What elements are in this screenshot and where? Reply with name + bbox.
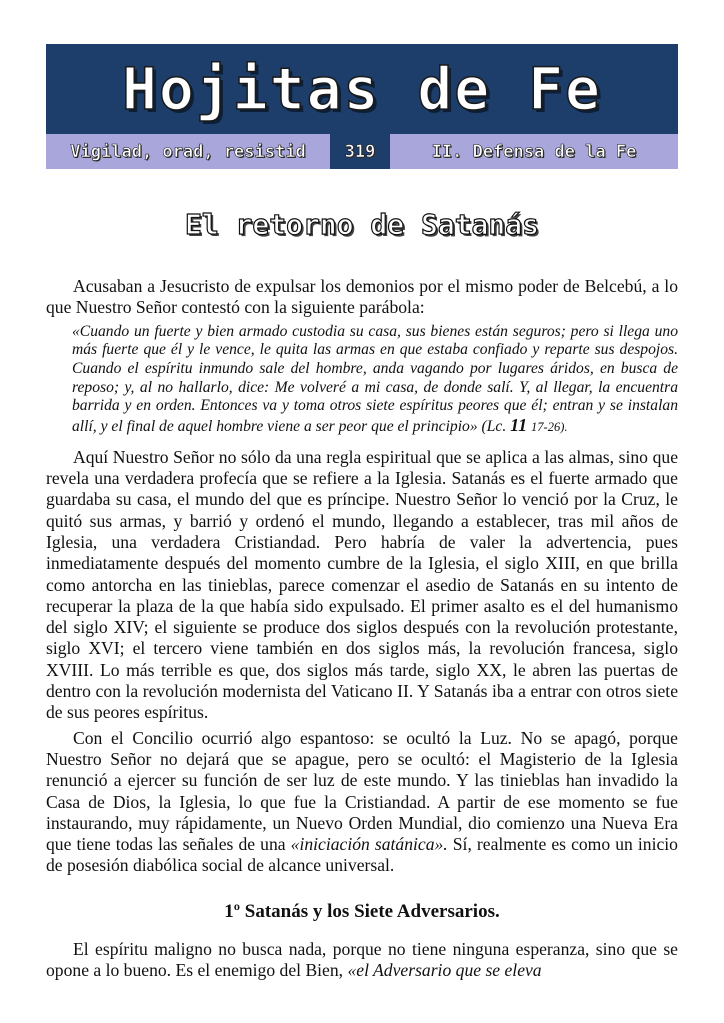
masthead-info-bar xyxy=(46,134,678,169)
scripture-quote xyxy=(72,323,678,437)
issue-number: 319 xyxy=(330,134,390,169)
article-title: El retorno de Satanás xyxy=(184,208,539,241)
quote-text: «Cuando un fuerte y bien armado custodia su casa, sus bienes están seguros; pero si llega uno más fuerte que él y le vence, le quita las armas en que estaba confiado y reparte sus despojos. Cuando el espíritu inmundo sale del hombre, anda vagando por lugares áridos, en busca de reposo; y, al no hallarlo, dice: Me volveré a mi casa, de donde salí. Y, al llegar, la encuentra barrida y en orden. Entonces va y toma otros siete espíritus peores que él; entran y se instalan allí, y el final de aquel hombre viene a ser peor que el principio» (Lc. xyxy=(72,322,678,436)
paragraph-adversary xyxy=(46,939,678,982)
paragraph-intro: Acusaban a Jesucristo de expulsar los demonios por el mismo poder de Belcebú, a lo que Nuestro Señor contestó con la siguiente parábola: xyxy=(46,276,678,318)
masthead xyxy=(46,44,678,169)
quote-ref-verses: 17-26). xyxy=(531,420,568,435)
paragraph-council-start: Con el Concilio ocurrió algo espantoso: se ocultó la Luz. No se apagó, porque Nuestro Señor no dejará que se apague, pero se ocultó: el Magisterio de la Iglesia renunció a ejercer su función de ser luz de este mundo. Y las tinieblas han invadido la Casa de Dios, la Iglesia, lo que fue la Cristiandad. A partir de ese momento se fue instaurando, muy rápidamente, un Nuevo Orden Mundial, dio comienzo una Nueva Era que tiene todas las señales de una xyxy=(46,727,678,855)
paragraph-prophecy: Aquí Nuestro Señor no sólo da una regla espiritual que se aplica a las almas, sino que revela una verdadera profecía que se refiere a la Iglesia. Satanás es el fuerte armado que guardaba su casa, el mundo del que es príncipe. Nuestro Señor lo venció por la Cruz, le quitó sus armas, y barrió y ordenó el mundo, llegando a establecer, tras mil años de Iglesia, una verdadera Cristiandad. Pero habría de valer la advertencia, pues inmediatamente después del momento cumbre de la Iglesia, el siglo XIII, en que brilla como antorcha en las tinieblas, parece comenzar el asedio de Satanás en su intento de recuperar la plaza de la que había sido expulsado. El primer asalto es el del humanismo del siglo XIV; el siguiente se produce dos siglos después con la revolución protestante, siglo XVI; el tercero viene también en dos siglos más, la revolución francesa, siglo XVIII. Lo más terrible es que, dos siglos más tarde, siglo XX, le abren las puertas de dentro con la revolución modernista del Vaticano II. Y Satanás iba a entrar con otros siete de sus peores espíritus. xyxy=(46,446,678,723)
article-body xyxy=(46,276,678,985)
publication-title: Hojitas de Fe xyxy=(122,55,602,123)
series-label: II. Defensa de la Fe xyxy=(431,141,637,162)
paragraph-council-end: Sí, realmente es como un inicio de posesión diabólica social de alcance universal. xyxy=(46,834,678,876)
paragraph-council-emphasis: «iniciación satánica». xyxy=(290,834,448,855)
paragraph-adversary-emphasis: «el Adversario que se eleva xyxy=(347,960,542,981)
paragraph-council xyxy=(46,728,678,877)
paragraph-adversary-start: El espíritu maligno no busca nada, porque no tiene ninguna esperanza, sino que se opone a lo bueno. Es el enemigo del Bien, xyxy=(46,938,678,981)
quote-ref-chapter: 11 xyxy=(510,415,528,436)
masthead-title-band xyxy=(46,44,678,134)
section-heading: 1º Satanás y los Siete Adversarios. xyxy=(224,900,500,922)
motto: Vigilad, orad, resistid xyxy=(70,141,306,162)
